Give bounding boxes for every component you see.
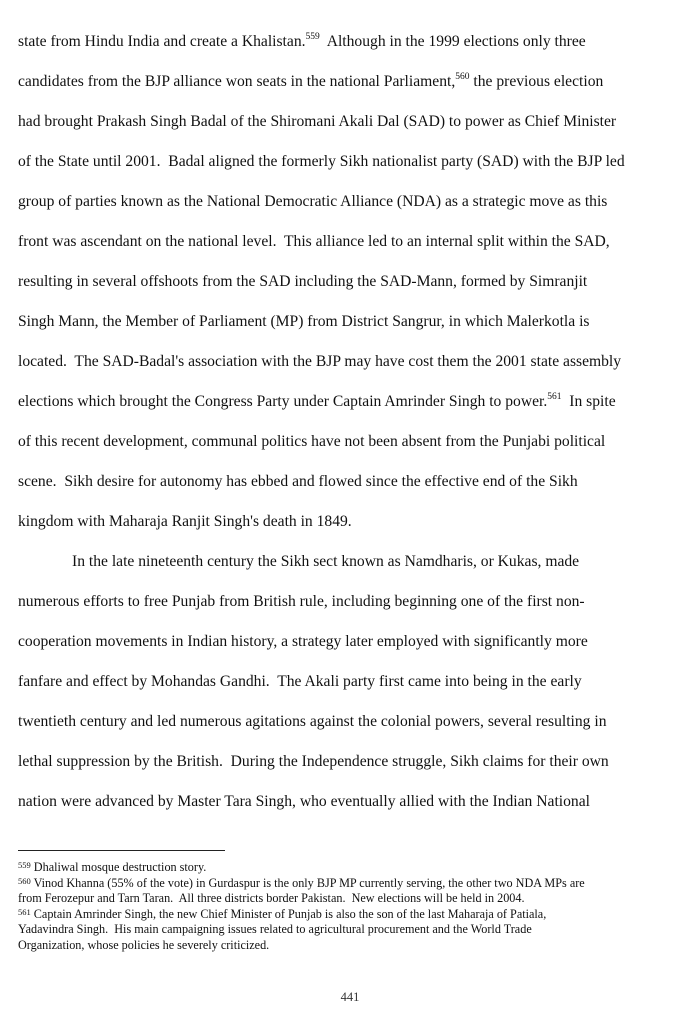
footnote-561 <box>18 907 694 954</box>
body-text <box>18 22 690 822</box>
footnote-mark: 560 <box>18 875 31 886</box>
footnote-text: from Ferozepur and Tarn Taran. All three districts border Pakistan. New elections will be held in 2004. <box>18 891 525 906</box>
body-line-2: candidates from the BJP alliance won seats in the national Parliament,$^{560}$ the previous election <box>18 72 604 90</box>
body-line-18: twentieth century and led numerous agitations against the colonial powers, several resulting in <box>18 713 607 730</box>
footnote-text: Vinod Khanna (55% of the vote) in Gurdaspur is the only BJP MP currently serving, the other two NDA MPs are <box>33 875 585 890</box>
footnote-mark: 559 <box>18 860 31 870</box>
footnote-separator <box>18 850 225 851</box>
body-line-13: kingdom with Maharaja Ranjit Singh's death in 1849. <box>18 513 352 530</box>
body-line-1: state from Hindu India and create a Khalistan.$^{559}$ Although in the 1999 elections only three <box>18 32 586 50</box>
body-line-12: scene. Sikh desire for autonomy has ebbed and flowed since the effective end of the Sikh <box>18 473 578 490</box>
body-line-20: nation were advanced by Master Tara Singh, who eventually allied with the Indian National <box>18 793 590 810</box>
body-line-16: cooperation movements in Indian history, a strategy later employed with significantly more <box>18 633 588 650</box>
body-line-7: resulting in several offshoots from the SAD including the SAD-Mann, formed by Simranjit <box>18 273 588 290</box>
footnote-text: Yadavindra Singh. His main campaigning issues related to agricultural procurement and the World Trade <box>18 922 532 937</box>
footnote-ref-559[interactable]: 559 <box>305 32 320 42</box>
page-number: 441 <box>340 990 360 1004</box>
body-line-10: elections which brought the Congress Party under Captain Amrinder Singh to power.$^{561}$ In spite <box>18 392 616 410</box>
footnote-560 <box>18 876 694 907</box>
body-line-5: group of parties known as the National Democratic Alliance (NDA) as a strategic move as this <box>18 193 608 210</box>
footnote-ref-560[interactable]: 560 <box>455 72 470 82</box>
footnote-text: Dhaliwal mosque destruction story. <box>33 860 207 874</box>
body-line-6: front was ascendant on the national level. This alliance led to an internal split within the SAD, <box>18 233 610 250</box>
footnote-559 <box>18 860 694 876</box>
footnotes <box>18 860 694 954</box>
body-line-9: located. The SAD-Badal's association with the BJP may have cost them the 2001 state assembly <box>18 353 622 370</box>
footnote-text: Organization, whose policies he severely criticized. <box>18 937 270 952</box>
body-line-8: Singh Mann, the Member of Parliament (MP) from District Sangrur, in which Malerkotla is <box>18 313 590 330</box>
body-line-3: had brought Prakash Singh Badal of the Shiromani Akali Dal (SAD) to power as Chief Minister <box>18 113 617 130</box>
body-line-4: of the State until 2001. Badal aligned the formerly Sikh nationalist party (SAD) with the BJP led <box>18 153 625 170</box>
body-line-14: In the late nineteenth century the Sikh sect known as Namdharis, or Kukas, made <box>72 553 580 570</box>
footnote-text: Captain Amrinder Singh, the new Chief Minister of Punjab is also the son of the last Maharaja of Patiala, <box>33 906 547 921</box>
body-line-15: numerous efforts to free Punjab from British rule, including beginning one of the first non- <box>18 593 585 610</box>
body-line-17: fanfare and effect by Mohandas Gandhi. The Akali party first came into being in the early <box>18 673 582 690</box>
footnote-mark: 561 <box>18 906 31 917</box>
body-line-11: of this recent development, communal politics have not been absent from the Punjabi political <box>18 433 606 450</box>
body-line-19: lethal suppression by the British. During the Independence struggle, Sikh claims for their own <box>18 753 609 770</box>
footnote-ref-561[interactable]: 561 <box>547 392 562 402</box>
